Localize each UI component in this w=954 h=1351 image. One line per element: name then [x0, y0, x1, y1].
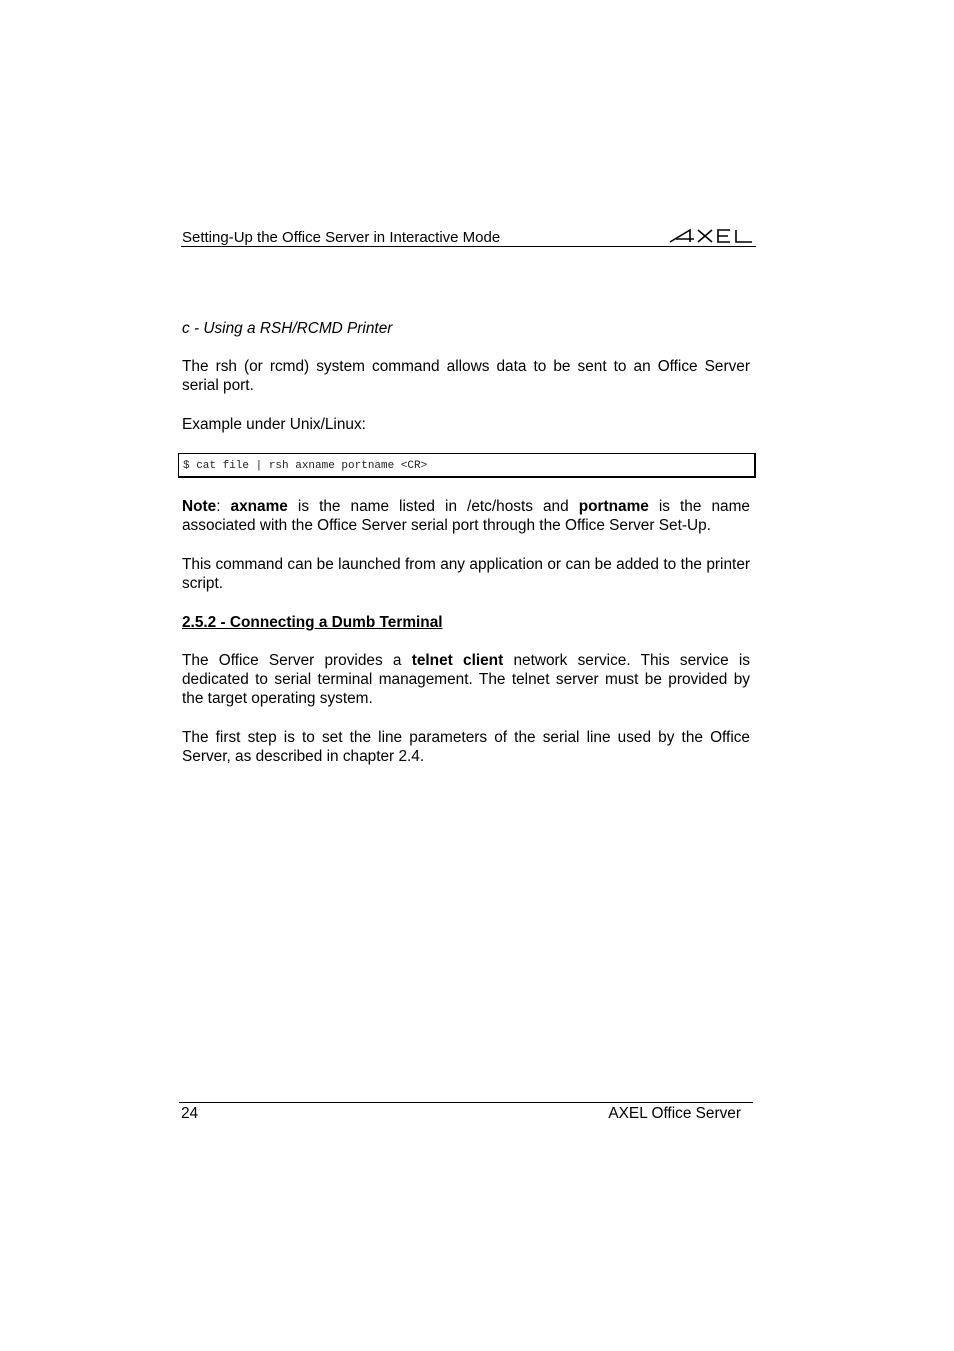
section-c-para2: This command can be launched from any application or can be added to the printer script. [182, 556, 750, 592]
section-252-para2: The first step is to set the line parameters of the serial line used by the Office Server, as described in chapter 2.4. [182, 729, 750, 765]
telnet-client-term: telnet client [411, 652, 504, 669]
section-252-para1: The Office Server provides a telnet client network service. This service is dedicated to serial terminal management. The telnet server must be provided by the target operating system. [182, 652, 750, 707]
section-c-para1: The rsh (or rcmd) system command allows data to be sent to an Office Server serial port. [182, 358, 750, 394]
page-footer [179, 1102, 753, 1127]
code-line: $ cat file | rsh axname portname <CR> [183, 460, 428, 472]
note-label: Note [182, 498, 217, 515]
footer-product: AXEL Office Server [608, 1105, 741, 1122]
page-header [181, 224, 756, 247]
note-paragraph: Note: axname is the name listed in /etc/hosts and portname is the name associated with the Office Server serial port through the Office Server Set-Up. [182, 498, 750, 534]
code-block [178, 453, 756, 478]
header-title: Setting-Up the Office Server in Interactive Mode [182, 229, 501, 246]
axel-logo [668, 224, 756, 246]
note-term-portname: portname [578, 498, 649, 515]
section-252-title: 2.5.2 - Connecting a Dumb Terminal [182, 614, 443, 631]
page-number: 24 [181, 1105, 199, 1122]
note-term-axname: axname [230, 498, 288, 515]
section-c-title: c - Using a RSH/RCMD Printer [182, 320, 393, 337]
example-label: Example under Unix/Linux: [182, 416, 366, 433]
